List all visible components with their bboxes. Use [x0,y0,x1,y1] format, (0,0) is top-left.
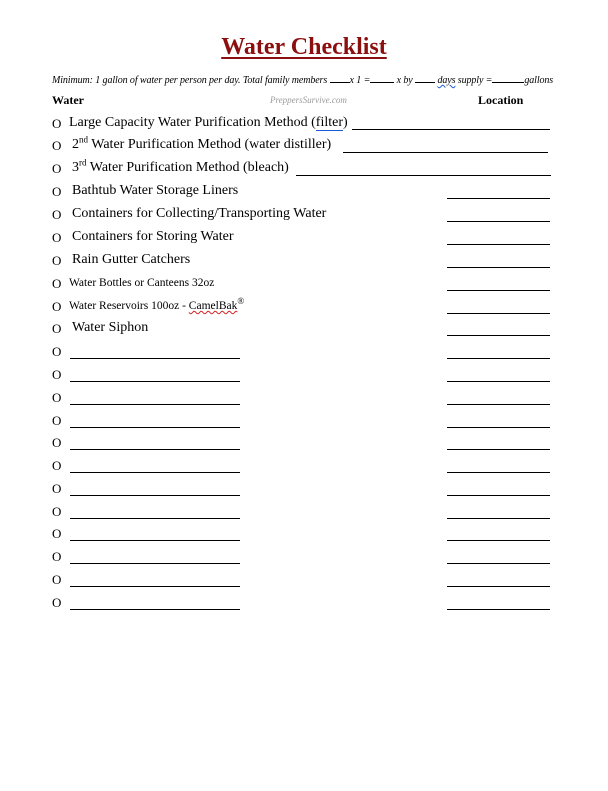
minimum-days: days [437,75,456,86]
filter-link[interactable]: filter [315,115,343,130]
location-line[interactable] [447,609,550,610]
bullet-icon[interactable]: O [52,253,62,268]
blank-checklist-item [0,548,608,568]
bullet-icon[interactable]: O [52,184,62,199]
blank-checklist-item [0,389,608,409]
checklist-item [0,206,608,226]
write-in-line[interactable] [70,381,240,382]
write-in-line[interactable] [70,495,240,496]
location-line[interactable] [447,472,550,473]
minimum-gallons: gallons [524,75,554,86]
bullet-icon[interactable]: O [52,572,62,587]
bullet-icon[interactable]: O [52,458,62,473]
location-line[interactable] [447,198,550,199]
blank-checklist-item [0,503,608,523]
checklist-item [0,157,608,180]
checklist-item [0,275,608,295]
write-in-line[interactable] [70,518,240,519]
checklist-item [0,134,608,157]
write-in-line[interactable] [70,540,240,541]
bullet-icon[interactable]: O [52,435,62,450]
item-label: Containers for Storing Water [72,229,234,244]
bullet-icon[interactable]: O [52,276,62,291]
item-label: Containers for Collecting/Transporting Water [72,206,327,221]
location-line[interactable] [447,427,550,428]
location-line[interactable] [447,313,550,314]
checklist-item [0,298,608,318]
minimum-instructions [52,73,553,86]
minimum-xby: x by [396,75,416,86]
item-label: Water Siphon [72,320,149,335]
write-in-line[interactable] [343,152,548,153]
checklist-item [0,229,608,249]
item-label: Water Reservoirs 100oz - CamelBak® [69,296,245,312]
item-label: Water Bottles or Canteens 32oz [69,277,215,289]
location-line[interactable] [447,404,550,405]
blank-checklist-item [0,571,608,591]
location-line[interactable] [447,358,550,359]
bullet-icon[interactable]: O [52,390,62,405]
checklist-item [0,115,608,135]
family-members-blank[interactable] [330,73,350,83]
location-line[interactable] [447,267,550,268]
item-label: Large Capacity Water Purification Method (filter) [69,115,348,130]
header-water: Water [52,93,84,107]
gallons-blank[interactable] [492,73,524,83]
write-in-line[interactable] [70,404,240,405]
bullet-icon[interactable]: O [52,481,62,496]
blank-checklist-item [0,366,608,386]
blank-checklist-item [0,525,608,545]
bullet-icon[interactable]: O [52,526,62,541]
page-title: Water Checklist [221,34,387,60]
write-in-line[interactable] [70,609,240,610]
brand-name: CamelBak [188,300,238,312]
write-in-line[interactable] [70,358,240,359]
blank-checklist-item [0,480,608,500]
blank-checklist-item [0,594,608,614]
write-in-line[interactable] [296,175,551,176]
minimum-supply: supply = [455,75,493,86]
bullet-icon[interactable]: O [52,299,62,314]
header-location: Location [478,93,524,107]
bullet-icon[interactable]: O [52,504,62,519]
checklist-item [0,252,608,272]
location-line[interactable] [447,381,550,382]
write-in-line[interactable] [70,586,240,587]
x1-result-blank[interactable] [370,73,394,83]
location-line[interactable] [447,335,550,336]
write-in-line[interactable] [352,129,550,130]
bullet-icon[interactable]: O [52,413,62,428]
location-line[interactable] [447,563,550,564]
location-line[interactable] [447,449,550,450]
item-label: 3rd Water Purification Method (bleach) [72,157,289,175]
item-label: Bathtub Water Storage Liners [72,183,239,198]
minimum-lead: Minimum: 1 gallon of water per person per day. Total family members [52,75,330,86]
write-in-line[interactable] [70,472,240,473]
bullet-icon[interactable]: O [52,230,62,245]
item-label: Rain Gutter Catchers [72,252,191,267]
location-line[interactable] [447,244,550,245]
location-line[interactable] [447,290,550,291]
write-in-line[interactable] [70,449,240,450]
location-line[interactable] [447,495,550,496]
bullet-icon[interactable]: O [52,595,62,610]
checklist-item [0,183,608,203]
write-in-line[interactable] [70,563,240,564]
item-label: 2nd Water Purification Method (water distiller) [72,134,332,152]
location-line[interactable] [447,518,550,519]
blank-checklist-item [0,343,608,363]
bullet-icon[interactable]: O [52,549,62,564]
days-blank[interactable] [415,73,435,83]
blank-checklist-item [0,412,608,432]
bullet-icon[interactable]: O [52,116,62,131]
write-in-line[interactable] [70,427,240,428]
location-line[interactable] [447,221,550,222]
bullet-icon[interactable]: O [52,344,62,359]
location-line[interactable] [447,540,550,541]
bullet-icon[interactable]: O [52,321,62,336]
bullet-icon[interactable]: O [52,138,62,153]
bullet-icon[interactable]: O [52,367,62,382]
checklist-item [0,320,608,340]
bullet-icon[interactable]: O [52,161,62,176]
bullet-icon[interactable]: O [52,207,62,222]
watermark: PreppersSurvive.com [270,95,347,105]
registered-mark: ® [237,296,245,307]
minimum-x1: x 1 = [349,75,371,86]
blank-checklist-item [0,434,608,454]
blank-checklist-item [0,457,608,477]
location-line[interactable] [447,586,550,587]
